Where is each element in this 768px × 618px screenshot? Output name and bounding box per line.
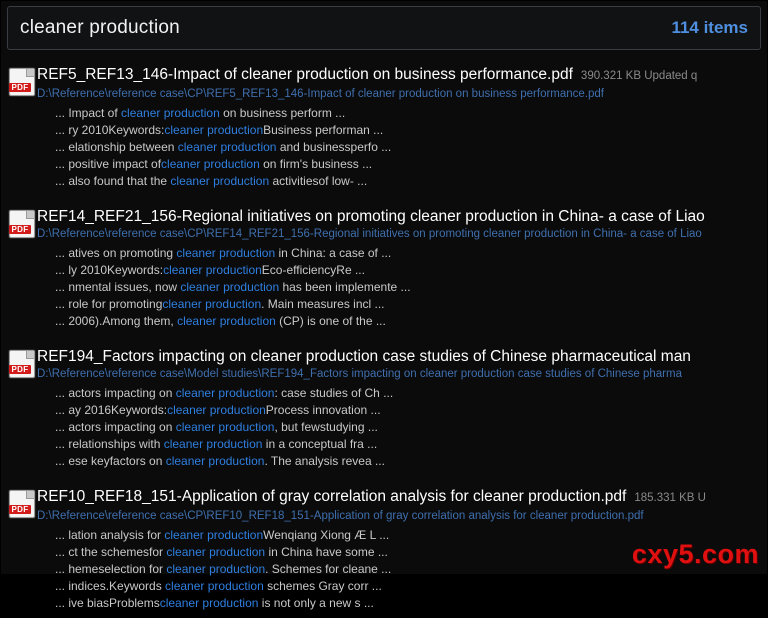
result-path[interactable]: D:\Reference\reference case\CP\REF14_REF21_156-Regional initiatives on promoting cleaner production in China- a case of Liao (37, 228, 702, 240)
snippet-text: ... also found that the (55, 174, 171, 188)
result-snippet (37, 313, 767, 330)
snippet-text: ... ly 2010Keywords: (55, 263, 164, 277)
snippet-text: (CP) is one of the ... (275, 314, 386, 328)
result-body (37, 64, 767, 190)
result-snippet (37, 173, 767, 190)
result-snippet (37, 578, 767, 595)
pdf-icon (9, 350, 35, 378)
snippet-text: ... atives on promoting (55, 246, 177, 260)
snippet-text: , but fewstudying ... (274, 420, 378, 434)
pdf-icon (9, 490, 35, 518)
snippet-highlight: cleaner production (177, 140, 277, 154)
pdf-icon-label: PDF (9, 365, 31, 374)
snippet-text: on firm's business ... (259, 157, 373, 171)
snippet-text: ... hemeselection for (55, 562, 167, 576)
result-snippet (37, 436, 767, 453)
result-title-line (37, 206, 767, 227)
result-snippet (37, 419, 767, 436)
snippet-highlight: cleaner production (121, 106, 220, 120)
result-title[interactable]: REF5_REF13_146-Impact of cleaner production on business performance.pdf (37, 66, 573, 83)
snippet-text: ... lation analysis for (55, 528, 165, 542)
pdf-icon-label: PDF (9, 83, 31, 92)
result-snippet (37, 453, 767, 470)
result-meta: 390.321 KB Updated q (580, 70, 698, 82)
snippet-text: ... ese keyfactors on (55, 454, 166, 468)
snippet-highlight: cleaner production (164, 528, 264, 542)
snippet-text: in China: a case of ... (275, 246, 392, 260)
result-body (37, 206, 767, 330)
result-snippet (37, 402, 767, 419)
result-body (37, 346, 767, 470)
result-title-line (37, 64, 767, 87)
page-fold-icon (26, 211, 34, 219)
snippet-text: and businessperfo ... (276, 140, 392, 154)
result-path[interactable]: D:\Reference\reference case\Model studies\REF194_Factors impacting on cleaner production case studies of Chinese pharma (37, 368, 682, 380)
snippet-text: ... ay 2016Keywords: (55, 403, 168, 417)
result-meta: 185.331 KB U (634, 492, 706, 504)
page-fold-icon (26, 351, 34, 359)
snippet-highlight: cleaner production (170, 174, 270, 188)
snippet-highlight: cleaner production (166, 562, 266, 576)
result-snippets (37, 385, 767, 470)
snippet-text: has been implemente ... (279, 280, 411, 294)
snippet-text: . Main measures incl ... (261, 297, 385, 311)
result-snippet (37, 122, 767, 139)
result-title[interactable]: REF10_REF18_151-Application of gray correlation analysis for cleaner production.pdf (37, 488, 627, 505)
snippet-text: ... actors impacting on (55, 386, 176, 400)
snippet-text: : case studies of Ch ... (274, 386, 394, 400)
snippet-text: is not only a new s ... (258, 596, 374, 610)
result-snippet (37, 245, 767, 262)
snippet-highlight: cleaner production (176, 246, 276, 260)
snippet-text: schemes Gray corr ... (263, 579, 382, 593)
snippet-highlight: cleaner production (175, 386, 275, 400)
watermark-label: cxy5.com (631, 539, 759, 569)
snippet-text: ... ry 2010Keywords: (55, 123, 165, 137)
snippet-highlight: cleaner production (165, 579, 264, 593)
result-snippet (37, 262, 767, 279)
snippet-highlight: cleaner production (177, 314, 276, 328)
pdf-icon (9, 68, 35, 96)
result-path[interactable]: D:\Reference\reference case\CP\REF5_REF13_146-Impact of cleaner production on business performance.pdf (37, 88, 604, 100)
pdf-icon-label: PDF (9, 225, 31, 234)
snippet-text: ... Impact of (55, 106, 122, 120)
snippet-text: in China have some ... (265, 545, 388, 559)
item-count-label: 114 items (671, 18, 748, 37)
page-fold-icon (26, 69, 34, 77)
snippet-highlight: cleaner production (164, 123, 264, 137)
snippet-text: ... role for promoting (55, 297, 163, 311)
search-results-list (1, 54, 767, 618)
result-snippet (37, 385, 767, 402)
result-icon-cell (1, 486, 37, 518)
result-snippet (37, 156, 767, 173)
snippet-text: Wenqiang Xiong Æ L ... (263, 528, 390, 542)
result-icon-cell (1, 346, 37, 378)
result-snippet (37, 279, 767, 296)
snippet-highlight: cleaner production (159, 596, 259, 610)
snippet-highlight: cleaner production (163, 437, 263, 451)
result-item[interactable] (1, 60, 767, 196)
result-item[interactable] (1, 342, 767, 476)
result-title[interactable]: REF14_REF21_156-Regional initiatives on promoting cleaner production in China- a case of Liao (37, 208, 705, 225)
snippet-highlight: cleaner production (166, 545, 266, 559)
snippet-highlight: cleaner production (165, 454, 265, 468)
snippet-text: Process innovation ... (265, 403, 381, 417)
snippet-text: ... elationship between (55, 140, 178, 154)
snippet-highlight: cleaner production (162, 297, 262, 311)
result-snippet (37, 595, 767, 612)
snippet-highlight: cleaner production (167, 403, 266, 417)
snippet-text: ... relationships with (55, 437, 164, 451)
snippet-text: in a conceptual fra ... (262, 437, 378, 451)
snippet-text: Eco-efficiencyRe ... (261, 263, 365, 277)
search-input[interactable] (20, 17, 657, 39)
snippet-text: activitiesof low- ... (269, 174, 368, 188)
result-snippet (37, 296, 767, 313)
result-snippet (37, 105, 767, 122)
snippet-text: ... nmental issues, now (55, 280, 181, 294)
snippet-text: . The analysis revea ... (264, 454, 385, 468)
snippet-text: on business perform ... (219, 106, 346, 120)
snippet-text: . Schemes for cleane ... (265, 562, 392, 576)
snippet-text: ... ct the schemesfor (55, 545, 167, 559)
pdf-icon (9, 210, 35, 238)
result-snippet (37, 139, 767, 156)
snippet-text: ... 2006).Among them, (55, 314, 178, 328)
snippet-text: ... actors impacting on (55, 420, 176, 434)
page-fold-icon (26, 491, 34, 499)
snippet-text: Business performan ... (263, 123, 384, 137)
snippet-text: ... positive impact of (55, 157, 162, 171)
result-item[interactable] (1, 202, 767, 336)
result-title[interactable]: REF194_Factors impacting on cleaner production case studies of Chinese pharmaceutical man (37, 348, 691, 365)
pdf-icon-label: PDF (9, 505, 31, 514)
result-path[interactable]: D:\Reference\reference case\CP\REF10_REF18_151-Application of gray correlation analysis for cleaner production.pdf (37, 510, 644, 522)
result-icon-cell (1, 206, 37, 238)
result-title-line (37, 486, 767, 509)
search-bar[interactable] (7, 6, 761, 50)
result-icon-cell (1, 64, 37, 96)
result-snippets (37, 105, 767, 190)
snippet-highlight: cleaner production (163, 263, 262, 277)
result-snippets (37, 245, 767, 330)
result-title-line (37, 346, 767, 367)
snippet-highlight: cleaner production (175, 420, 275, 434)
snippet-text: ... indices.Keywords (55, 579, 166, 593)
snippet-highlight: cleaner production (180, 280, 280, 294)
snippet-text: ... ive biasProblems (55, 596, 160, 610)
snippet-highlight: cleaner production (161, 157, 260, 171)
